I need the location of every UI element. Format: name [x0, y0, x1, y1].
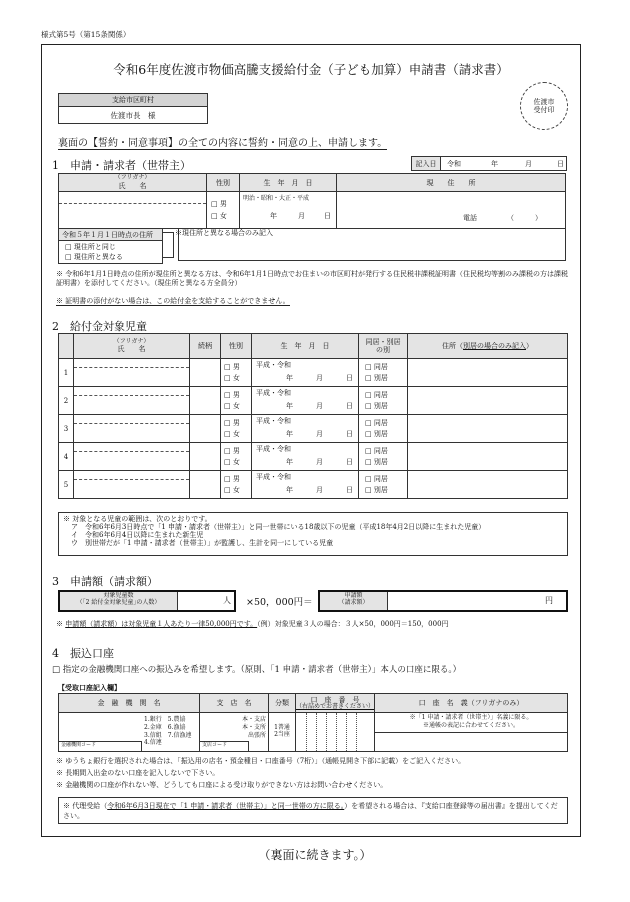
child-separate-checkbox[interactable]: □ 別居: [365, 373, 388, 382]
child-birth-field[interactable]: 平成・令和 年 月 日: [252, 387, 359, 415]
amount-field[interactable]: [389, 592, 539, 610]
child-relation-field[interactable]: [190, 359, 221, 387]
children-table: [58, 333, 568, 499]
consent-line: 裏面の【誓約・同意事項】の全ての内容に誓約・同意の上、申請します。: [58, 134, 387, 150]
account-note: ※ 長期間入出金のない口座を記入しないで下さい。: [56, 769, 220, 778]
child-birth-field[interactable]: 平成・令和 年 月 日: [252, 359, 359, 387]
holder-note2: ※通帳の表記に合わせてください。: [423, 722, 520, 729]
child-address-field[interactable]: [408, 359, 568, 387]
jan1-differ-checkbox[interactable]: □ 現住所と異なる: [65, 253, 123, 261]
type-label: 分類: [269, 694, 296, 713]
account-holder-field[interactable]: [375, 713, 568, 752]
addressee-name: 佐渡市長 様: [59, 107, 208, 124]
date-label: 記入日: [412, 157, 441, 171]
child-relation-field[interactable]: [190, 387, 221, 415]
child-cohabit-checkbox[interactable]: □ 同居: [365, 391, 388, 400]
child-separate-checkbox[interactable]: □ 別居: [365, 429, 388, 438]
children-living-label2: の別: [376, 346, 390, 354]
applicant-address-label: 現 住 所: [337, 174, 566, 192]
addressee-header: 支給市区町村: [59, 94, 208, 107]
bank-label: 金 融 機 関 名: [59, 694, 200, 713]
transfer-choice-checkbox[interactable]: □ 指定の金融機関口座への振込みを希望します。（原則、「1 申請・請求者（世帯主）」本人の口座に限る。）: [52, 665, 462, 675]
section4-heading: 4 振込口座: [52, 647, 114, 660]
phone-label: 電話: [463, 214, 477, 222]
child-count-box: [58, 590, 236, 612]
account-note: ※ ゆうちょ銀行を選択された場合は、「振込用の店名・預金種目・口座番号（7桁）」（通帳見開き下部に記載）をご記入ください。: [56, 757, 466, 765]
child-cohabit-checkbox[interactable]: □ 同居: [365, 475, 388, 484]
children-name-label: 氏 名: [117, 345, 146, 354]
amount-label2: （請求額）: [338, 598, 369, 606]
applicant-name-field[interactable]: [63, 206, 203, 226]
child-row-number: 1: [59, 359, 74, 387]
child-relation-field[interactable]: [190, 471, 221, 499]
applicant-month-unit: 月: [298, 212, 305, 220]
child-male-checkbox[interactable]: □ 男: [224, 475, 240, 484]
child-cohabit-checkbox[interactable]: □ 同居: [365, 419, 388, 428]
applicant-female-checkbox[interactable]: □ 女: [211, 212, 227, 220]
children-address-label: 住所（別居の場合のみ記入）: [408, 334, 568, 359]
child-address-field[interactable]: [408, 443, 568, 471]
child-name-field[interactable]: [74, 415, 190, 443]
branch-code-field[interactable]: [200, 741, 249, 751]
child-separate-checkbox[interactable]: □ 別居: [365, 457, 388, 466]
amount-label1: 申請額: [344, 592, 363, 599]
holder-note1: ※「1 申請・請求者（世帯主）」名義に限る。: [409, 714, 533, 721]
children-notes-box: [58, 512, 568, 556]
account-type-field[interactable]: 1普通 2当座: [269, 713, 296, 752]
children-living-label1: 同居・別居: [365, 337, 401, 346]
account-note: ※ 金融機関の口座が作れない等、どうしても口座による受け取りができない方はお問い合わせください。: [56, 781, 388, 790]
child-cohabit-checkbox[interactable]: □ 同居: [365, 363, 388, 372]
child-birth-field[interactable]: 平成・令和 年 月 日: [252, 415, 359, 443]
jan1-address-box: [58, 228, 163, 264]
account-box-label: 【受取口座記入欄】: [58, 683, 121, 692]
child-row: [59, 387, 568, 415]
child-female-checkbox[interactable]: □ 女: [224, 457, 240, 466]
child-female-checkbox[interactable]: □ 女: [224, 373, 240, 382]
child-row: [59, 415, 568, 443]
child-address-field[interactable]: [408, 415, 568, 443]
applicant-table: [58, 173, 566, 229]
applicant-day-unit: 日: [324, 212, 331, 220]
applicant-birth-label: 生 年 月 日: [240, 174, 337, 192]
count-label1: 対象児童数: [103, 592, 134, 599]
child-birth-field[interactable]: 平成・令和 年 月 日: [252, 443, 359, 471]
reception-stamp: [520, 82, 568, 130]
bank-name-field[interactable]: [61, 715, 141, 739]
section1-heading: 1 申請・請求者（世帯主）: [52, 159, 191, 172]
account-number-field[interactable]: [296, 713, 375, 752]
jan1-same-checkbox[interactable]: □ 現住所と同じ: [65, 242, 116, 251]
section3-note: ※ 申請額（請求額）は対象児童１人あたり一律50,000円です。（例）対象児童３人の場合：３人×50，000円＝150，000円: [56, 620, 449, 628]
child-row-number: 5: [59, 471, 74, 499]
children-note: ア 令和6年6月3日時点で「1 申請・請求者（世帯主）」と同一世帯にいる18歳以下の児童（平成18年4月2日以降に生まれた児童）: [71, 523, 486, 532]
child-female-checkbox[interactable]: □ 女: [224, 429, 240, 438]
continued-footer: （裏面に続きます。）: [258, 848, 372, 862]
jan1-bracket: [163, 232, 174, 258]
stamp-line1: 佐渡市: [533, 98, 555, 106]
applicant-birth-field[interactable]: [240, 192, 337, 229]
amount-unit: 円: [545, 596, 553, 605]
count-unit: 人: [223, 596, 231, 605]
section1-note1: ※ 令和6年1月1日時点の住所が現住所と異なる方は、令和6年1月1日時点でお住まいの市区町村が発行する住民税非課税証明書（住民税均等割のみ課税の方は課税証明書）を添付してください。（現住所と異なる方全員分）: [56, 270, 568, 288]
child-name-field[interactable]: [74, 443, 190, 471]
child-female-checkbox[interactable]: □ 女: [224, 485, 240, 494]
child-row-number: 3: [59, 415, 74, 443]
child-row: [59, 443, 568, 471]
child-address-field[interactable]: [408, 387, 568, 415]
child-male-checkbox[interactable]: □ 男: [224, 391, 240, 400]
date-day-unit: 日: [557, 160, 564, 168]
branch-code-label: 支店コード: [202, 742, 228, 748]
amount-box: [318, 590, 568, 612]
child-name-field[interactable]: [74, 387, 190, 415]
child-separate-checkbox[interactable]: □ 別居: [365, 401, 388, 410]
child-row-number: 2: [59, 387, 74, 415]
applicant-gender-label: 性別: [207, 174, 240, 192]
section3-heading: 3 申請額（請求額）: [52, 575, 158, 588]
child-female-checkbox[interactable]: □ 女: [224, 401, 240, 410]
form-number: 様式第5号（第15条関係）: [41, 30, 131, 39]
section1-note2: ※ 証明書の添付がない場合は、この給付金を支給することができません。: [56, 297, 290, 305]
account-notes: [56, 757, 465, 789]
child-male-checkbox[interactable]: □ 男: [224, 419, 240, 428]
branch-label: 支 店 名: [200, 694, 269, 713]
date-year-unit: 年: [491, 160, 498, 168]
child-separate-checkbox[interactable]: □ 別居: [365, 485, 388, 494]
child-male-checkbox[interactable]: □ 男: [224, 447, 240, 456]
bank-code-label: 金融機関コード: [61, 742, 97, 748]
applicant-address-field[interactable]: [337, 192, 566, 229]
children-furigana-label: （フリガナ）: [113, 337, 150, 345]
acct-label: 口 座 番 号: [310, 695, 360, 704]
child-relation-field[interactable]: [190, 415, 221, 443]
child-cohabit-checkbox[interactable]: □ 同居: [365, 447, 388, 456]
jan1-label: 令和５年１月１日時点の住所: [59, 229, 163, 241]
branch-name-field[interactable]: [202, 715, 236, 739]
child-row-number: 4: [59, 443, 74, 471]
entry-date: [411, 156, 567, 171]
date-era: 令和: [447, 160, 461, 168]
count-label2: （｢2 給付金対象児童｣の人数）: [76, 598, 161, 606]
child-name-field[interactable]: [74, 359, 190, 387]
phone-parens: （ ）: [507, 214, 542, 222]
jan1-arrow-note: ※現住所と異なる場合のみ記入: [175, 229, 273, 237]
child-address-field[interactable]: [408, 471, 568, 499]
multiplier-text: ×50，000円＝: [246, 597, 313, 608]
child-male-checkbox[interactable]: □ 男: [224, 363, 240, 372]
child-row: [59, 471, 568, 499]
applicant-furigana-field[interactable]: [63, 193, 203, 202]
bank-code-field[interactable]: [59, 741, 142, 751]
child-row: [59, 359, 568, 387]
children-gender-label: 性別: [221, 334, 252, 359]
addressee-box: [58, 93, 208, 124]
children-note: ウ 別世帯だが「1 申請・請求者（世帯主）」が監護し、生計を同一にしている児童: [71, 539, 334, 548]
stamp-line2: 受付印: [533, 106, 555, 115]
applicant-name-label: 氏 名: [118, 181, 147, 190]
child-birth-field[interactable]: 平成・令和 年 月 日: [252, 471, 359, 499]
children-relation-label: 続柄: [190, 334, 221, 359]
acct-sub: （右詰めでお書きください）: [296, 702, 375, 710]
applicant-male-checkbox[interactable]: □ 男: [211, 199, 227, 208]
children-note: イ 令和6年6月4日以降に生まれた新生児: [71, 531, 204, 540]
holder-label: 口 座 名 義（フリガナのみ）: [375, 694, 568, 713]
child-name-field[interactable]: [74, 471, 190, 499]
account-table: 金 融 機 関 名 支 店 名 分類 口 座 番 号 （右詰めでお書きください） 口 座 名 義（フリガナのみ） 1.銀行 5.農協 2.金庫 6.漁協 3.信組 7.信漁連 4.信連 金融機関コード 本・支店 本・支所 出張所 支店コード 1普通 2当座 ※「1 申請・請求者（世帯主）」名義に限る。 ※通帳の表記に合わせてください。: [58, 693, 568, 752]
child-relation-field[interactable]: [190, 443, 221, 471]
date-month-unit: 月: [525, 160, 532, 168]
applicant-furigana-line: [59, 203, 206, 204]
applicant-furigana-label: （フリガナ）: [114, 174, 151, 182]
children-note: ※ 対象となる児童の範囲は、次のとおりです。: [63, 515, 212, 523]
section2-heading: 2 給付金対象児童: [52, 320, 147, 333]
page-title: 令和6年度佐渡市物価高騰支援給付金（子ども加算）申請書（請求書）: [113, 62, 509, 77]
proxy-note: ※ 代理受給（令和6年6月3日現在で「1 申請・請求者（世帯主）」と同一世帯の方に限る。）を希望される場合は、『支給口座登録等の届出書』を提出してください。: [58, 797, 568, 824]
applicant-eras: 明治・昭和・大正・平成: [243, 195, 310, 202]
applicant-year-unit: 年: [270, 212, 277, 220]
children-birth-label: 生 年 月 日: [252, 334, 359, 359]
